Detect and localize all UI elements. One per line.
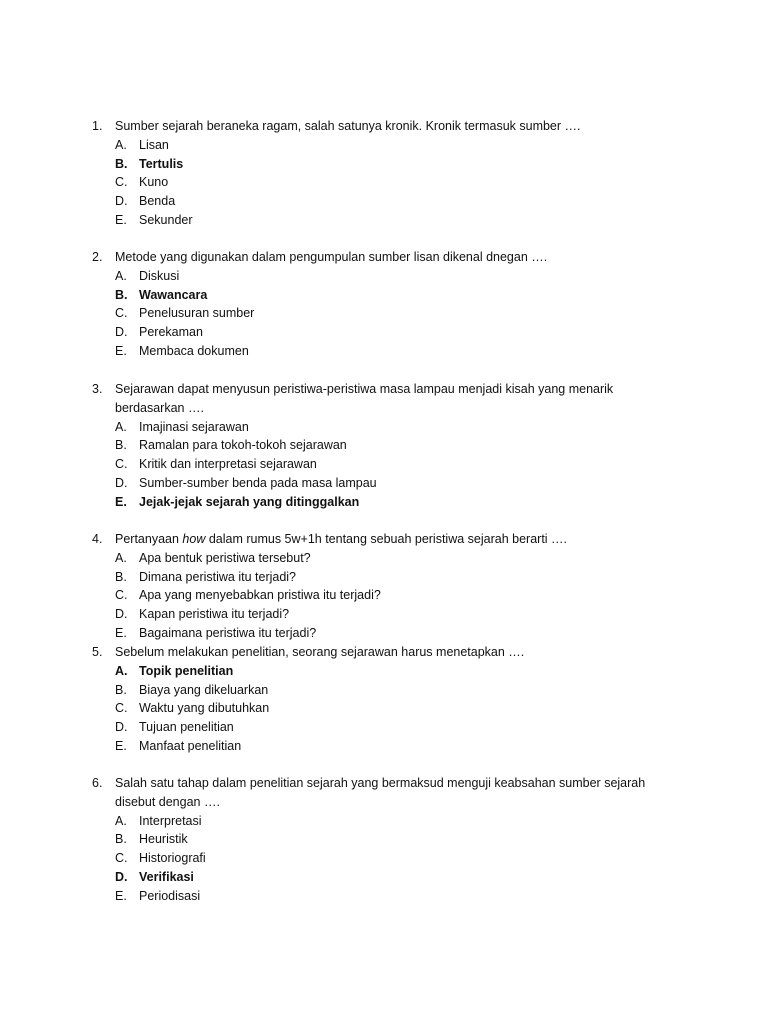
option-text: Periodisasi xyxy=(139,888,201,903)
question-text: Sumber sejarah beraneka ragam, salah satunya kronik. Kronik termasuk sumber …. xyxy=(115,119,581,133)
option-text: Interpretasi xyxy=(139,813,202,828)
option-letter: C. xyxy=(115,306,128,321)
option-text: Apa yang menyebabkan pristiwa itu terjadi? xyxy=(139,588,381,603)
option-letter: D. xyxy=(115,720,128,735)
question-number: 2. xyxy=(92,250,103,264)
option-text: Heuristik xyxy=(139,832,188,847)
option-text: Dimana peristiwa itu terjadi? xyxy=(139,569,297,584)
option-letter: E. xyxy=(115,888,127,903)
option-letter: A. xyxy=(115,813,127,828)
option-text: Sekunder xyxy=(139,212,193,227)
option-letter: D. xyxy=(115,194,128,209)
answer-option xyxy=(92,286,692,305)
question-3 xyxy=(92,380,692,512)
option-letter: A. xyxy=(115,550,127,565)
option-text: Apa bentuk peristiwa tersebut? xyxy=(139,550,311,565)
answer-option xyxy=(92,868,692,887)
option-letter: D. xyxy=(115,325,128,340)
option-letter: B. xyxy=(115,156,128,171)
question-text: Sebelum melakukan penelitian, seorang sejarawan harus menetapkan …. xyxy=(115,645,525,659)
option-letter: C. xyxy=(115,588,128,603)
option-letter: B. xyxy=(115,438,127,453)
option-letter: E. xyxy=(115,212,127,227)
option-text: Diskusi xyxy=(139,268,180,283)
option-letter: E. xyxy=(115,494,127,509)
option-letter: B. xyxy=(115,832,127,847)
option-text: Tujuan penelitian xyxy=(139,720,234,735)
option-letter: E. xyxy=(115,343,127,358)
option-letter: D. xyxy=(115,607,128,622)
option-text: Historiografi xyxy=(139,851,206,866)
option-letter: D. xyxy=(115,869,128,884)
question-number: 1. xyxy=(92,119,103,133)
question-text-after: dalam rumus 5w+1h tentang sebuah peristiwa sejarah berarti …. xyxy=(205,532,568,546)
option-text: Jejak-jejak sejarah yang ditinggalkan xyxy=(139,494,360,509)
option-text: Membaca dokumen xyxy=(139,343,249,358)
option-letter: E. xyxy=(115,625,127,640)
question-2 xyxy=(92,248,692,361)
option-text: Tertulis xyxy=(139,156,184,171)
option-letter: B. xyxy=(115,682,127,697)
option-text: Topik penelitian xyxy=(139,663,234,678)
question-text-italic: how xyxy=(182,532,206,546)
question-text: Metode yang digunakan dalam pengumpulan sumber lisan dikenal dnegan …. xyxy=(115,250,548,264)
answer-option xyxy=(92,493,692,512)
option-letter: E. xyxy=(115,738,127,753)
option-letter: C. xyxy=(115,457,128,472)
question-text: Sejarawan dapat menyusun peristiwa-peristiwa masa lampau menjadi kisah yang menarik xyxy=(115,382,614,396)
option-text: Imajinasi sejarawan xyxy=(139,419,249,434)
question-number: 5. xyxy=(92,645,103,659)
option-letter: C. xyxy=(115,851,128,866)
option-text: Verifikasi xyxy=(139,869,194,884)
question-number: 3. xyxy=(92,382,103,396)
question-5 xyxy=(92,643,692,756)
option-text: Perekaman xyxy=(139,325,203,340)
option-text: Kapan peristiwa itu terjadi? xyxy=(139,607,290,622)
option-text: Ramalan para tokoh-tokoh sejarawan xyxy=(139,438,347,453)
question-text: Salah satu tahap dalam penelitian sejarah yang bermaksud menguji keabsahan sumber sejarah xyxy=(115,776,646,790)
option-letter: B. xyxy=(115,569,127,584)
option-text: Bagaimana peristiwa itu terjadi? xyxy=(139,625,317,640)
question-text xyxy=(115,530,567,549)
question-6 xyxy=(92,774,692,906)
option-text: Waktu yang dibutuhkan xyxy=(139,701,270,716)
option-text: Kuno xyxy=(139,175,169,190)
option-text: Penelusuran sumber xyxy=(139,306,255,321)
option-text: Kritik dan interpretasi sejarawan xyxy=(139,457,317,472)
option-letter: A. xyxy=(115,268,127,283)
option-text: Manfaat penelitian xyxy=(139,738,242,753)
answer-option xyxy=(92,662,692,681)
option-text: Lisan xyxy=(139,137,169,152)
question-4 xyxy=(92,530,692,643)
option-letter: A. xyxy=(115,137,127,152)
option-letter: B. xyxy=(115,287,128,302)
question-text-continued: berdasarkan …. xyxy=(115,400,204,415)
option-text: Benda xyxy=(139,194,176,209)
option-letter: D. xyxy=(115,475,128,490)
question-1 xyxy=(92,117,692,230)
question-text-before: Pertanyaan xyxy=(115,532,183,546)
option-letter: C. xyxy=(115,175,128,190)
answer-option xyxy=(92,155,692,174)
option-text: Biaya yang dikeluarkan xyxy=(139,682,269,697)
option-letter: A. xyxy=(115,419,127,434)
option-text: Sumber-sumber benda pada masa lampau xyxy=(139,475,377,490)
option-letter: A. xyxy=(115,663,128,678)
question-number: 6. xyxy=(92,776,103,790)
question-number: 4. xyxy=(92,532,103,546)
option-letter: C. xyxy=(115,701,128,716)
question-text-continued: disebut dengan …. xyxy=(115,794,220,809)
option-text: Wawancara xyxy=(139,287,208,302)
